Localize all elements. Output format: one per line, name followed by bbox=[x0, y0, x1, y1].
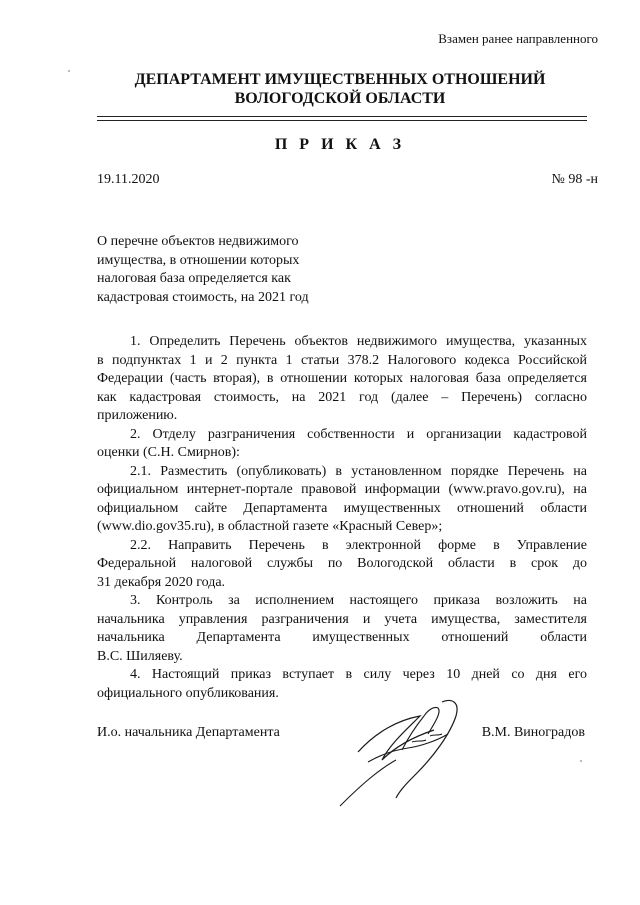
department-title-line2: ВОЛОГОДСКОЙ ОБЛАСТИ bbox=[234, 90, 446, 107]
body-line: 2. Отделу разграничения собственности и организации кадастровой bbox=[130, 426, 587, 442]
body-line: официального опубликования. bbox=[97, 685, 279, 701]
body-line: официальном сайте Департамента имущественных отношений области bbox=[97, 500, 587, 516]
subject-line: О перечне объектов недвижимого bbox=[97, 234, 299, 249]
header-rule-top bbox=[97, 116, 587, 117]
scan-speck bbox=[580, 760, 582, 762]
body-line: оценки (С.Н. Смирнов): bbox=[97, 445, 240, 460]
paragraph-2-1 bbox=[97, 463, 587, 537]
body-line: в подпунктах 1 и 2 пункта 1 статьи 378.2 Налогового кодекса Российской bbox=[97, 352, 587, 368]
paragraph-1 bbox=[97, 333, 587, 426]
paragraph-3 bbox=[97, 592, 587, 666]
order-number: № 98 -н bbox=[551, 172, 598, 187]
order-title: П Р И К А З bbox=[274, 136, 406, 153]
body-line: (www.dio.gov35.ru), в областной газете «Красный Север»; bbox=[97, 519, 443, 534]
subject-line: имущества, в отношении которых bbox=[97, 252, 300, 268]
scan-speck bbox=[68, 70, 70, 72]
body-line: Федеральной налоговой службы по Вологодской области в срок до bbox=[97, 556, 587, 571]
body-line: В.С. Шиляеву. bbox=[97, 648, 183, 664]
body-line: 31 декабря 2020 года. bbox=[97, 574, 226, 590]
body-line: официальном интернет-портале правовой информации (www.pravo.gov.ru), на bbox=[97, 482, 587, 497]
subject-line: налоговая база определяется как bbox=[97, 271, 291, 286]
paragraph-2 bbox=[97, 426, 587, 463]
body-line: 4. Настоящий приказ вступает в силу через 10 дней со дня его bbox=[130, 667, 587, 682]
body-line: 2.2. Направить Перечень в электронной форме в Управление bbox=[130, 537, 587, 553]
paragraph-2-2 bbox=[97, 537, 587, 593]
department-title-line1: ДЕПАРТАМЕНТ ИМУЩЕСТВЕННЫХ ОТНОШЕНИЙ bbox=[134, 71, 546, 88]
header-rule-bottom bbox=[97, 120, 587, 121]
body-line: приложению. bbox=[97, 408, 178, 423]
body-line: Федерации (часть вторая), в отношении которых налоговая база определяется bbox=[97, 371, 587, 386]
signatory-role: И.о. начальника Департамента bbox=[97, 725, 280, 740]
body-line: 1. Определить Перечень объектов недвижимого имущества, указанных bbox=[130, 334, 587, 349]
body-line: 2.1. Разместить (опубликовать) в установленном порядке Перечень на bbox=[130, 463, 587, 479]
replacement-note: Взамен ранее направленного bbox=[438, 31, 598, 46]
order-date: 19.11.2020 bbox=[97, 172, 160, 187]
body-line: как кадастровая стоимость, на 2021 год (далее – Перечень) согласно bbox=[97, 389, 587, 405]
body-line: начальника управления разграничения и учета имущества, заместителя bbox=[97, 611, 587, 627]
handwritten-signature bbox=[338, 690, 478, 810]
body-line: начальника Департамента имущественных отношений области bbox=[97, 630, 587, 645]
order-subject bbox=[97, 233, 309, 307]
signatory-name: В.М. Виноградов bbox=[481, 725, 585, 740]
body-line: 3. Контроль за исполнением настоящего приказа возложить на bbox=[130, 593, 587, 608]
order-body bbox=[97, 333, 587, 703]
subject-line: кадастровая стоимость, на 2021 год bbox=[97, 289, 309, 305]
